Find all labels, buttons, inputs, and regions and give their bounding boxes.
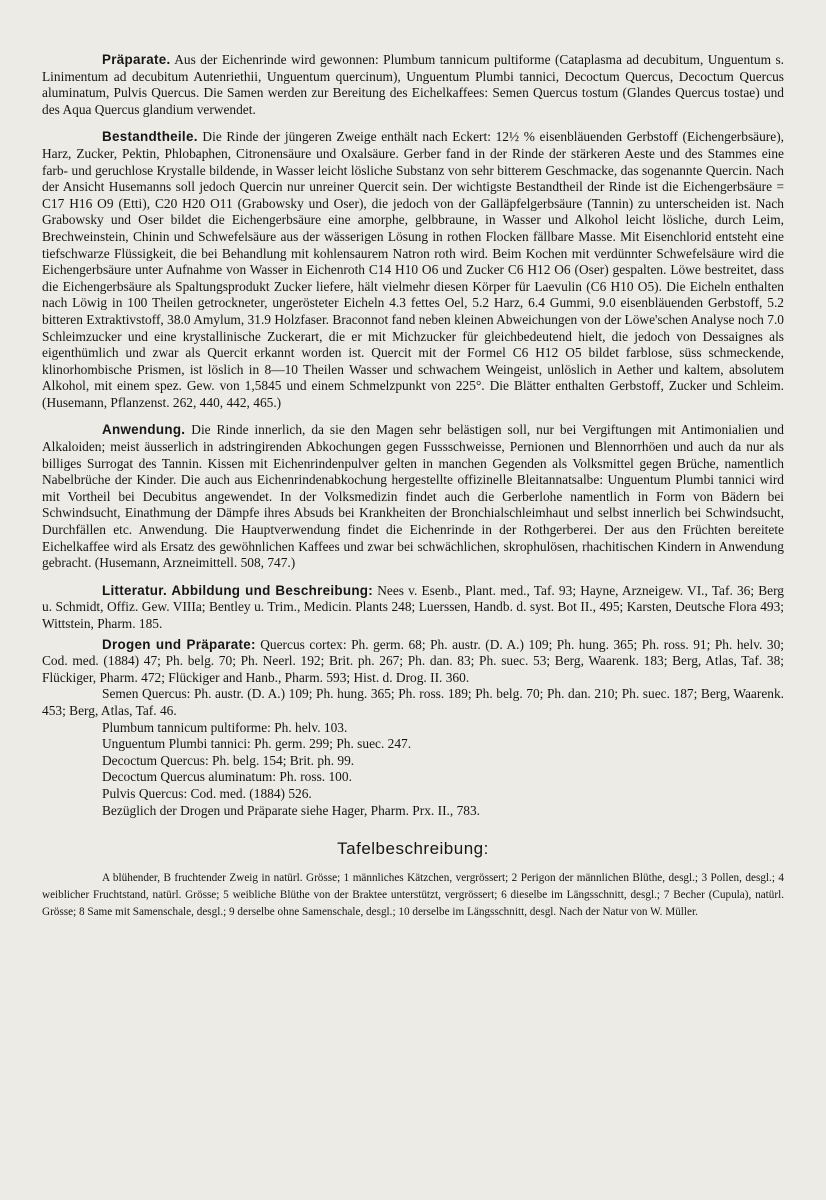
text-litteratur: Nees v. Esenb., Plant. med., Taf. 93; Hayne, Arzneigew. VI., Taf. 36; Berg u. Schmidt, Offiz. Gew. VIIIa; Bentley u. Trim., Medicin. Plants 248; Luerssen, Handb. d. syst. Bot II., 495; Karsten, Deutsche Flora 493; Wittstein, Pharm. 185. — [42, 582, 785, 631]
section-bestandtheile — [42, 129, 784, 411]
heading-praeparate: Präparate. — [102, 52, 171, 67]
section-drogen — [42, 637, 784, 687]
drogen-plumbum: Plumbum tannicum pultiforme: Ph. helv. 103. — [102, 719, 348, 735]
tafel-title: Tafelbeschreibung: — [337, 839, 489, 859]
drogen-unguentum: Unguentum Plumbi tannici: Ph. germ. 299; Ph. suec. 247. — [102, 736, 412, 752]
heading-litteratur: Litteratur. Abbildung und Beschreibung: — [102, 582, 374, 598]
section-anwendung — [42, 422, 784, 571]
heading-bestandtheile: Bestandtheile. — [102, 129, 198, 145]
section-praeparate — [42, 52, 784, 118]
drogen-decoctum: Decoctum Quercus: Ph. belg. 154; Brit. ph. 99. — [102, 752, 355, 768]
drogen-semen: Semen Quercus: Ph. austr. (D. A.) 109; Ph. hung. 365; Ph. ross. 189; Ph. belg. 70; Ph. dan. 210; Ph. suec. 187; Berg, Waarenk. 453; Berg, Atlas, Taf. 46. — [42, 686, 784, 718]
drogen-decoctum-aluminatum: Decoctum Quercus aluminatum: Ph. ross. 100. — [102, 769, 352, 785]
heading-anwendung: Anwendung. — [102, 422, 186, 438]
heading-drogen: Drogen und Präparate: — [102, 636, 256, 652]
section-litteratur — [42, 583, 784, 633]
text-bestandtheile: Die Rinde der jüngeren Zweige enthält nach Eckert: 12½ % eisenbläuenden Gerbstoff (Eichengerbsäure), Harz, Zucker, Pektin, Phlobaphen, Citronensäure und Oxalsäure. Gerber fand in der Rinde der stärkeren Aeste und des Stammes eine farb- und geruchlose Krystalle bildende, in Wasser leicht lösliche Substanz von sehr bitterem Geschmacke, das sogenannte Quercin. Nach der Ansicht Husemanns soll jedoch Quercin nur unreiner Quercit sein. Der wichtigste Bestandtheil der Rinde ist die Eichengerbsäure = C17 H16 O9 (Etti), C20 H20 O11 (Grabowsky und Oser), die jedoch von der Galläpfelgerbsäure (Tannin) zu unterscheiden ist. Nach Grabowsky und Oser bildet die Eichengerbsäure eine amorphe, gelbbraune, in Wasser und Alkohol leicht lösliche, durch Leim, Brechweinstein, Chinin und Schwefelsäure aus der wässerigen Lösung in rothen Flocken fällbare Masse. Mit Eisenchlorid entsteht eine tiefschwarze Flüssigkeit, die bei Behandlung mit kohlensaurem Natron roth wird. Beim Kochen mit verdünnter Schwefelsäure wird die Eichengerbsäure unter Aufnahme von Wasser in Eichenroth C14 H10 O6 und Zucker C6 H12 O6 (Oser) gespalten. Löwe bestreitet, dass die Eichengerbsäure als Spaltungsprodukt Zucker liefere, hält vielmehr diesen Körper für Laevulin (C6 H10 O5). Die Eicheln enthalten nach Löwig in 100 Theilen getrockneter, ungerösteter Eicheln 4.3 fettes Oel, 5.2 Harz, 6.4 Gummi, 9.0 eisenbläuenden Gerbstoff, 5.2 bitteren Extraktivstoff, 38.0 Amylum, 31.9 Holzfaser. Braconnot fand neben kleinen Abweichungen von der Löwe'schen Analyse noch 7.0 Schleimzucker und eine krystallinische Zuckerart, die er mit Michzucker für gleichbedeutend hielt, die jedoch von Dessaignes als eigenthümlich und zwar als Quercit erkannt worden ist. Quercit mit der Formel C6 H12 O5 bildet farblose, süss schmeckende, klinorhombische Prismen, ist löslich in 8—10 Theilen Wasser und schwachem Weingeist, unlöslich in Aether und kaltem, absolutem Alkohol, mit einem spez. Gew. von 1,5845 und einem Schmelzpunkt von 225°. Die Blätter enthalten Gerbstoff, Zucker und Schleim. (Husemann, Pflanzenst. 262, 440, 442, 465.) — [42, 129, 785, 410]
text-anwendung: Die Rinde innerlich, da sie den Magen sehr belästigen soll, nur bei Vergiftungen mit Antimonialien und Alkaloiden; meist äusserlich in adstringirenden Abkochungen gegen Fussschweisse, Pernionen und Blennorrhöen und auch da nur als billiges Surrogat des Tannin. Kissen mit Eichenrindenpulver gelten in manchen Gegenden als Volksmittel gegen Brüche, namentlich Nabelbrüche der Kinder. Die auch aus Eichenrindenabkochung hergestellte offizinelle Bleitannatsalbe: Unguentum Plumbi tannici wird mit Vortheil bei Decubitus angewendet. In der Volksmedizin findet auch die Gerberlohe namentlich in Form von Bädern bei Schwindsucht, Einathmung der Dämpfe ihres Absuds bei Krankheiten der Bronchialschleimhaut und selbst innerlich bei Schwindsucht, Durchfällen etc. Anwendung. Die Hauptverwendung findet die Eichenrinde in der Rothgerberei. Der aus den Früchten bereitete Eichelkaffee wird als Ersatz des gewöhnlichen Kaffees und zwar bei schwächlichen, skrophulösen, rhachitischen Kindern in Anwendung gebracht. (Husemann, Arzneimittell. 508, 747.) — [42, 422, 784, 571]
tafel-description: A blühender, B fruchtender Zweig in natürl. Grösse; 1 männliches Kätzchen, vergrössert; 2 Perigon der männlichen Blüthe, desgl.; 3 Pollen, desgl.; 4 weiblicher Fruchtstand, natürl. Grösse; 5 weibliche Blüthe von der Braktee unterstützt, vergrössert; 6 dieselbe im Längsschnitt, desgl.; 7 Becher (Cupula), natürl. Grösse; 8 Same mit Samenschale, desgl.; 9 derselbe ohne Samenschale, desgl.; 10 derselbe im Längsschnitt, desgl. Nach der Natur von W. Müller. — [42, 871, 784, 919]
drogen-bezueglich: Bezüglich der Drogen und Präparate siehe Hager, Pharm. Prx. II., 783. — [102, 802, 481, 818]
text-drogen-cortex: Quercus cortex: Ph. germ. 68; Ph. austr. (D. A.) 109; Ph. hung. 365; Ph. ross. 91; Ph. helv. 30; Cod. med. (1884) 47; Ph. belg. 70; Ph. Neerl. 192; Brit. ph. 267; Ph. dan. 83; Ph. suec. 53; Berg, Waarenk. 183; Berg, Atlas, Taf. 38; Flückiger, Pharm. 472; Flückiger and Hanb., Pharm. 593; Hist. d. Drog. II. 360. — [42, 636, 784, 685]
text-praeparate: Aus der Eichenrinde wird gewonnen: Plumbum tannicum pultiforme (Cataplasma ad decubitum, Unguentum s. Linimentum ad decubitum Autenriethii, Unguentum quercinum), Unguentum Plumbi tannici, Decoctum Quercus, Decoctum Quercus aluminatum, Pulvis Quercus. Die Samen werden zur Bereitung des Eichelkaffees: Semen Quercus tostum (Glandes Quercus tostae) und des Aqua Quercus glandium verwendet. — [42, 52, 785, 117]
drogen-pulvis: Pulvis Quercus: Cod. med. (1884) 526. — [102, 785, 312, 801]
